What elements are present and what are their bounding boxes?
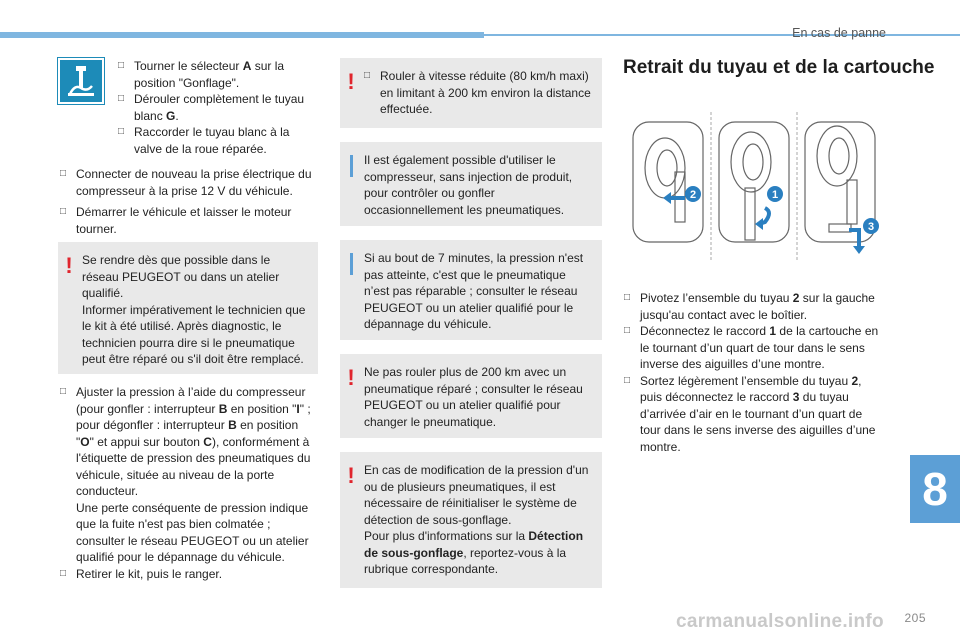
list-item — [118, 91, 318, 124]
text-bold: 3 — [792, 390, 800, 404]
text-bold: 1 — [769, 324, 777, 338]
watermark: carmanualsonline.info — [676, 611, 884, 632]
connect-steps — [60, 166, 318, 237]
list-item — [60, 384, 318, 566]
square-bullet-icon: □ — [60, 206, 67, 217]
square-bullet-icon: □ — [60, 567, 67, 579]
text: En cas de modification de la pression d'un ou de plusieurs pneumatiques, il est nécessaire de réinitialiser le système de détection de sous-gonflage. — [364, 463, 589, 527]
text: en position " — [227, 401, 297, 416]
text: " ; pour dégonfler : interrupteur — [76, 401, 311, 432]
text: Il est également possible d'utiliser le compresseur, sans injection de produit, pour contrôler ou gonfler occasionnellement les pneumatiques. — [364, 153, 573, 217]
removal-steps — [624, 290, 886, 455]
square-bullet-icon: □ — [118, 93, 125, 104]
text-bold: I — [296, 401, 300, 416]
list-item — [118, 124, 318, 157]
text: Sortez légèrement l’ensemble du tuyau — [640, 373, 852, 388]
figure-label-3: 3 — [867, 221, 875, 233]
text-bold: B — [228, 418, 237, 432]
text: sur la position "Gonflage". — [134, 59, 285, 90]
text: Pour plus d'informations sur la — [364, 529, 529, 543]
square-bullet-icon: □ — [624, 325, 631, 336]
text: Une perte conséquente de pression indique que la fuite n'est pas bien colmatée ; consulter le réseau PEUGEOT ou un atelier qualifié pour le dépannage du véhicule. — [76, 500, 309, 564]
text: en position " — [76, 418, 299, 449]
figure-label-2: 2 — [689, 189, 697, 201]
list-item — [624, 323, 886, 373]
page-number: 205 — [904, 611, 926, 625]
tyre-repair-kit-icon — [58, 58, 104, 104]
section-heading: Retrait du tuyau et de la cartouche — [623, 57, 935, 78]
text: Informer impérativement le technicien que le kit à été utilisé. Après diagnostic, le technicien pourra dire si le pneumatique peut être réparé ou s'il doit être remplacé. — [82, 302, 306, 366]
text-bold: B — [218, 401, 228, 416]
exclamation-icon: ! — [347, 463, 355, 488]
kit-steps — [118, 58, 318, 157]
adjust-steps — [60, 384, 318, 582]
header-accent-line — [484, 34, 960, 36]
warning-note — [58, 242, 318, 374]
exclamation-icon: ! — [65, 253, 73, 278]
text: Connecter de nouveau la prise électrique du compresseur à la prise 12 V du véhicule. — [76, 167, 312, 198]
text: Ne pas rouler plus de 200 km avec un pneumatique réparé ; consulter le réseau PEUGEOT ou un atelier qualifié pour changer le pneumatique. — [364, 365, 583, 429]
square-bullet-icon: □ — [60, 386, 67, 397]
list-item — [60, 204, 318, 237]
chapter-tab: 8 — [910, 455, 960, 523]
text: Rouler à vitesse réduite (80 km/h maxi) en limitant à 200 km environ la distance effectuée. — [380, 69, 591, 116]
text: Démarrer le véhicule et laisser le moteur tourner. — [76, 205, 292, 236]
text: Se rendre dès que possible dans le réseau PEUGEOT ou dans un atelier qualifié. — [82, 253, 280, 300]
text-bold: C — [203, 434, 212, 449]
text: sur la gauche jusqu'au contact avec le boîtier. — [640, 291, 875, 322]
text-bold: Détection de sous-gonflage — [364, 529, 584, 560]
exclamation-icon: ! — [347, 69, 355, 94]
list-item — [60, 566, 318, 583]
text: Déconnectez le raccord — [640, 324, 770, 338]
exclamation-icon: ! — [347, 365, 355, 390]
text: Pivotez l’ensemble du tuyau — [640, 291, 793, 305]
text: Retirer le kit, puis le ranger. — [76, 566, 223, 581]
text: Tourner le sélecteur — [134, 59, 243, 73]
square-bullet-icon: □ — [118, 126, 125, 137]
header-accent-bar — [0, 32, 484, 38]
section-title: En cas de panne — [792, 26, 886, 40]
info-note — [340, 142, 602, 226]
hose-removal-figure — [623, 112, 885, 260]
text: Ajuster la pression à l’aide du compresseur (pour gonfler : interrupteur — [76, 385, 306, 416]
text: du tuyau d’arrivée d’air en le tournant d’un quart de tour dans le sens inverse des aiguilles d’une montre. — [640, 390, 876, 454]
text-bold: O — [80, 434, 90, 449]
square-bullet-icon: □ — [624, 292, 631, 303]
text — [364, 528, 592, 578]
list-item — [364, 68, 592, 118]
warning-note — [340, 58, 602, 128]
warning-note — [340, 354, 602, 438]
text: , reportez-vous à la rubrique correspondante. — [364, 545, 567, 576]
figure-label-1: 1 — [771, 189, 779, 201]
list-item — [624, 373, 886, 456]
text: . — [175, 108, 179, 123]
list-item — [624, 290, 886, 323]
text-bold: A — [242, 59, 252, 73]
text-bold: 2 — [792, 291, 800, 305]
text-bold: 2 — [851, 373, 859, 388]
info-note — [340, 240, 602, 340]
text: Dérouler complètement le tuyau blanc — [134, 92, 305, 123]
square-bullet-icon: □ — [624, 374, 631, 386]
square-bullet-icon: □ — [60, 168, 67, 179]
text: , puis déconnectez le raccord — [640, 373, 862, 404]
text: de la cartouche en le tournant d’un quart de tour dans le sens inverse des aiguilles d’une montre. — [640, 324, 879, 371]
text-bold: G — [166, 108, 176, 123]
text: Si au bout de 7 minutes, la pression n'est pas atteinte, c'est que le pneumatique n’est pas réparable ; consulter le réseau PEUGEOT ou un atelier qualifié pour le dépannage du véhicule. — [364, 251, 584, 331]
text: ), conformément à l'étiquette de pression des pneumatiques du véhicule, située au niveau de la porte conducteur. — [76, 434, 311, 498]
info-bar-icon — [347, 251, 355, 277]
square-bullet-icon: □ — [364, 70, 371, 81]
text: " et appui sur bouton — [89, 434, 204, 449]
text: Raccorder le tuyau blanc à la valve de la roue réparée. — [134, 125, 290, 156]
list-item — [60, 166, 318, 199]
square-bullet-icon: □ — [118, 60, 125, 71]
list-item — [118, 58, 318, 91]
warning-note — [340, 452, 602, 588]
info-bar-icon — [347, 153, 355, 179]
